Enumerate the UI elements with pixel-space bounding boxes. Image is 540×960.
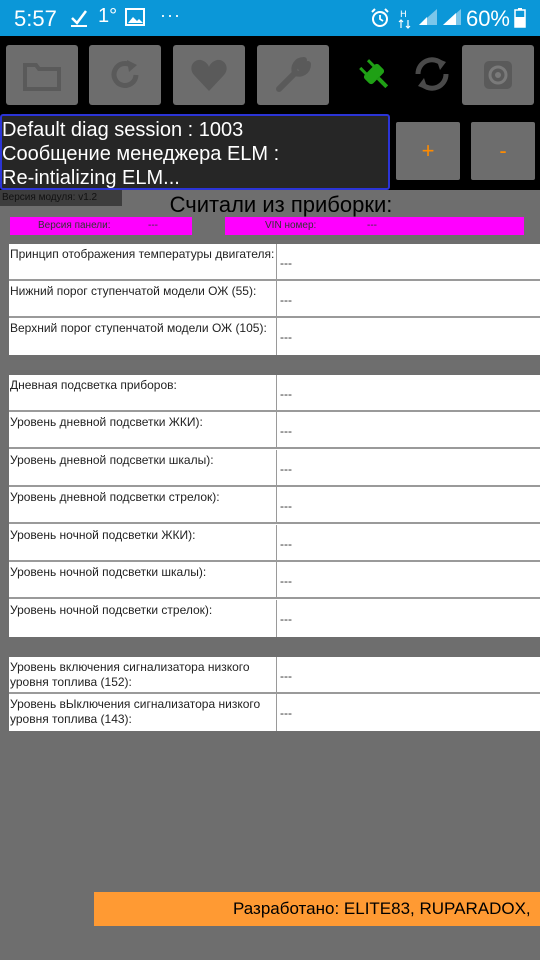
table-row: [9, 412, 540, 449]
panel-version-field: [10, 217, 192, 235]
row-value: ---: [276, 562, 540, 597]
sync-button[interactable]: [408, 50, 456, 98]
engine-temp-group: [9, 244, 540, 355]
table-row: [9, 450, 540, 487]
settings-button[interactable]: [462, 45, 534, 105]
heart-icon: [189, 55, 229, 95]
refresh-icon: [105, 55, 145, 95]
row-label: Уровень дневной подсветки шкалы):: [10, 453, 214, 467]
row-label: Дневная подсветка приборов:: [10, 378, 177, 392]
table-row: [9, 600, 540, 637]
battery-icon: [514, 8, 526, 32]
signal-icon: [442, 8, 462, 30]
table-row: [9, 487, 540, 524]
table-row: [9, 244, 540, 281]
more-notifications-icon: ···: [160, 5, 181, 25]
download-check-icon: [70, 8, 88, 32]
vin-label: VIN номер:: [265, 220, 317, 231]
table-row: [9, 281, 540, 318]
table-row: [9, 318, 540, 355]
row-label: Уровень включения сигнализатора низкого уровня топлива (152):: [10, 660, 250, 689]
row-label: Уровень дневной подсветки ЖКИ):: [10, 415, 203, 429]
table-row: [9, 525, 540, 562]
row-value: ---: [276, 487, 540, 522]
module-version: Версия модуля: v1.2: [0, 190, 122, 206]
row-label: Принцип отображения температуры двигателя:: [10, 247, 275, 261]
row-value: ---: [276, 318, 540, 355]
table-row: [9, 375, 540, 412]
minus-button[interactable]: -: [471, 122, 535, 180]
sync-icon: [408, 50, 456, 98]
fuel-warning-group: [9, 657, 540, 731]
refresh-button[interactable]: [89, 45, 161, 105]
settings-icon: [478, 55, 518, 95]
log-output: [0, 114, 390, 190]
row-value: ---: [276, 657, 540, 692]
vin-field: [225, 217, 524, 235]
row-label: Уровень дневной подсветки стрелок):: [10, 490, 220, 504]
svg-text:H: H: [400, 10, 407, 20]
panel-version-value: ---: [148, 220, 158, 231]
connection-button[interactable]: [350, 50, 398, 98]
signal-weak-icon: [418, 8, 438, 30]
row-label: Уровень ночной подсветки стрелок):: [10, 603, 213, 617]
alarm-icon: [370, 8, 390, 32]
row-label: Уровень вЫключения сигнализатора низкого уровня топлива (143):: [10, 697, 261, 726]
row-value: ---: [276, 412, 540, 447]
backlight-group: [9, 375, 540, 637]
log-line: Re-intializing ELM...: [2, 167, 180, 189]
row-label: Уровень ночной подсветки шкалы):: [10, 565, 207, 579]
row-value: ---: [276, 375, 540, 410]
page-title: Считали из приборки:: [169, 192, 393, 217]
plus-button[interactable]: +: [396, 122, 460, 180]
vin-value: ---: [367, 220, 377, 231]
panel-version-label: Версия панели:: [38, 220, 111, 231]
data-hsdpa-icon: [398, 8, 412, 34]
table-row: [9, 562, 540, 599]
open-folder-button[interactable]: [6, 45, 78, 105]
table-row: [9, 694, 540, 731]
plug-icon: [350, 50, 398, 98]
image-icon: [125, 8, 145, 30]
clock: 5:57: [14, 6, 57, 31]
folder-icon: [22, 55, 62, 95]
row-label: Верхний порог ступенчатой модели ОЖ (105):: [10, 321, 267, 335]
log-line: Сообщение менеджера ELM :: [2, 143, 280, 165]
row-value: ---: [276, 694, 540, 731]
row-value: ---: [276, 600, 540, 637]
favorite-button[interactable]: [173, 45, 245, 105]
battery-percentage: 60%: [465, 6, 510, 31]
row-label: Уровень ночной подсветки ЖКИ):: [10, 528, 196, 542]
developer-credits: Разработано: ELITE83, RUPARADOX,: [94, 892, 540, 926]
notification-temp: 1°: [98, 5, 118, 27]
log-line: Default diag session : 1003: [2, 119, 244, 141]
table-row: [9, 657, 540, 694]
wrench-icon: [273, 55, 313, 95]
row-value: ---: [276, 244, 540, 279]
tools-button[interactable]: [257, 45, 329, 105]
row-label: Нижний порог ступенчатой модели ОЖ (55):: [10, 284, 257, 298]
status-bar: [0, 0, 540, 36]
row-value: ---: [276, 450, 540, 485]
row-value: ---: [276, 525, 540, 560]
row-value: ---: [276, 281, 540, 316]
